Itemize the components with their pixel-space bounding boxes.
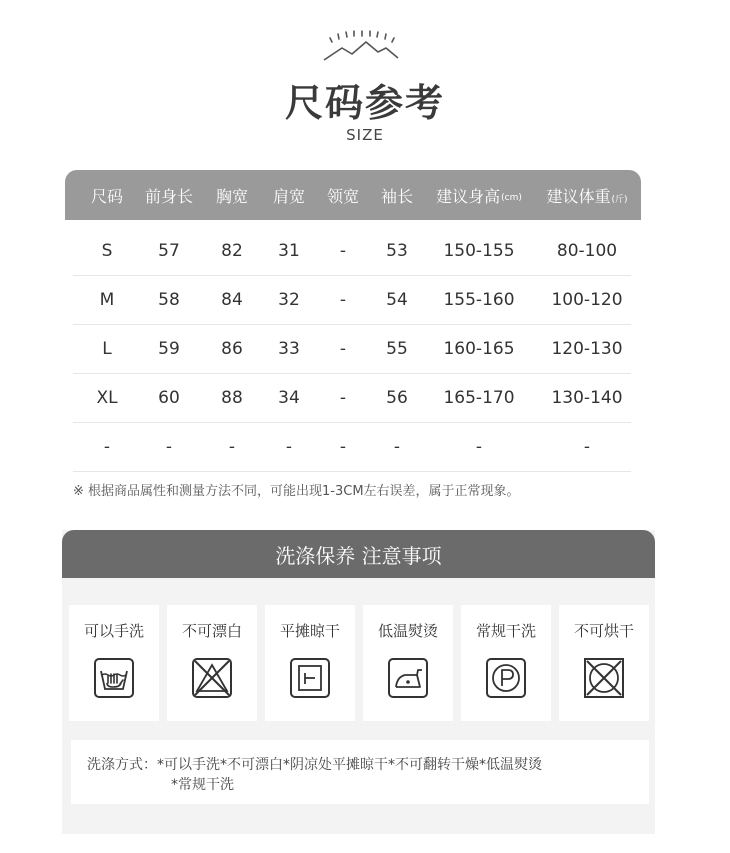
cell-sleeve-length: 54 — [386, 290, 408, 310]
no-bleach-icon — [191, 657, 233, 699]
header-sleeve-length: 袖长 — [380, 186, 413, 206]
cell-shoulder-width: - — [285, 437, 293, 457]
cell-size: M — [99, 290, 115, 310]
cell-suggested-weight: 130-140 — [551, 388, 623, 408]
cell-shoulder-width: 34 — [278, 388, 300, 408]
size-table-header — [65, 170, 641, 220]
cell-chest-width: 86 — [221, 339, 243, 359]
cell-front-length: 60 — [158, 388, 180, 408]
cell-front-length: - — [165, 437, 173, 457]
washing-method-text: 洗涤方式：*可以手洗*不可漂白*阴凉处平摊晾干*不可翻转干燥*低温熨烫 — [87, 757, 542, 773]
care-card-dry-flat — [265, 605, 355, 721]
cell-collar-width: - — [339, 339, 347, 359]
cell-sleeve-length: 53 — [386, 241, 408, 261]
care-label: 常规干洗 — [475, 622, 536, 640]
cell-sleeve-length: 55 — [386, 339, 408, 359]
care-label: 平摊晾干 — [279, 622, 340, 640]
header-collar-width: 领宽 — [326, 186, 359, 206]
header-suggested-weight: 建议体重 (斤) — [546, 186, 628, 206]
care-label: 不可漂白 — [181, 622, 242, 640]
cell-suggested-height: 165-170 — [443, 388, 515, 408]
care-label: 不可烘干 — [573, 622, 634, 640]
cell-suggested-height: 160-165 — [443, 339, 515, 359]
care-card-dry-clean — [461, 605, 551, 721]
table-row — [73, 227, 631, 276]
cell-sleeve-length: - — [393, 437, 401, 457]
dry-flat-icon — [289, 657, 331, 699]
page-title: 尺码参考 — [284, 81, 445, 125]
cell-collar-width: - — [339, 290, 347, 310]
cell-size: L — [102, 339, 112, 359]
care-card-low-iron — [363, 605, 453, 721]
header-chest-width: 胸宽 — [215, 186, 248, 206]
measurement-note: ※ 根据商品属性和测量方法不同，可能出现1-3CM左右误差，属于正常现象。 — [73, 484, 520, 499]
care-card-no-tumble-dry — [559, 605, 649, 721]
washing-method-box — [71, 740, 649, 804]
hand-wash-icon — [93, 657, 135, 699]
cell-size: - — [103, 437, 111, 457]
header-front-length: 前身长 — [144, 186, 193, 206]
header-size: 尺码 — [90, 186, 123, 206]
cell-chest-width: 84 — [221, 290, 243, 310]
cell-shoulder-width: 31 — [278, 241, 300, 261]
low-iron-icon — [387, 657, 429, 699]
cell-suggested-weight: 100-120 — [551, 290, 623, 310]
cell-size: S — [101, 241, 113, 261]
care-label: 低温熨烫 — [377, 622, 438, 640]
table-row — [73, 374, 631, 423]
cell-suggested-weight: - — [583, 437, 591, 457]
cell-front-length: 59 — [158, 339, 180, 359]
cell-front-length: 58 — [158, 290, 180, 310]
cell-suggested-weight: 120-130 — [551, 339, 623, 359]
header-shoulder-width: 肩宽 — [272, 186, 305, 206]
cell-suggested-height: - — [475, 437, 483, 457]
page-subtitle: SIZE — [346, 126, 384, 144]
header-suggested-height: 建议身高 (cm) — [436, 186, 522, 206]
cell-front-length: 57 — [158, 241, 180, 261]
cell-suggested-weight: 80-100 — [556, 241, 618, 261]
cell-collar-width: - — [339, 437, 347, 457]
sunrise-decoration-icon — [320, 28, 400, 64]
cell-chest-width: 88 — [221, 388, 243, 408]
care-card-hand-wash — [69, 605, 159, 721]
care-label: 可以手洗 — [83, 622, 144, 640]
dry-clean-p-icon — [485, 657, 527, 699]
cell-suggested-height: 155-160 — [443, 290, 515, 310]
care-section-title: 洗涤保养 注意事项 — [62, 530, 655, 578]
table-row — [73, 276, 631, 325]
washing-method-text-continued: *常规干洗 — [171, 777, 234, 793]
cell-suggested-height: 150-155 — [443, 241, 515, 261]
cell-shoulder-width: 33 — [278, 339, 300, 359]
no-tumble-dry-icon — [583, 657, 625, 699]
cell-chest-width: - — [228, 437, 236, 457]
table-row — [73, 423, 631, 472]
cell-collar-width: - — [339, 241, 347, 261]
cell-chest-width: 82 — [221, 241, 243, 261]
cell-size: XL — [96, 388, 118, 408]
cell-collar-width: - — [339, 388, 347, 408]
care-card-no-bleach — [167, 605, 257, 721]
table-row — [73, 325, 631, 374]
cell-shoulder-width: 32 — [278, 290, 300, 310]
cell-sleeve-length: 56 — [386, 388, 408, 408]
